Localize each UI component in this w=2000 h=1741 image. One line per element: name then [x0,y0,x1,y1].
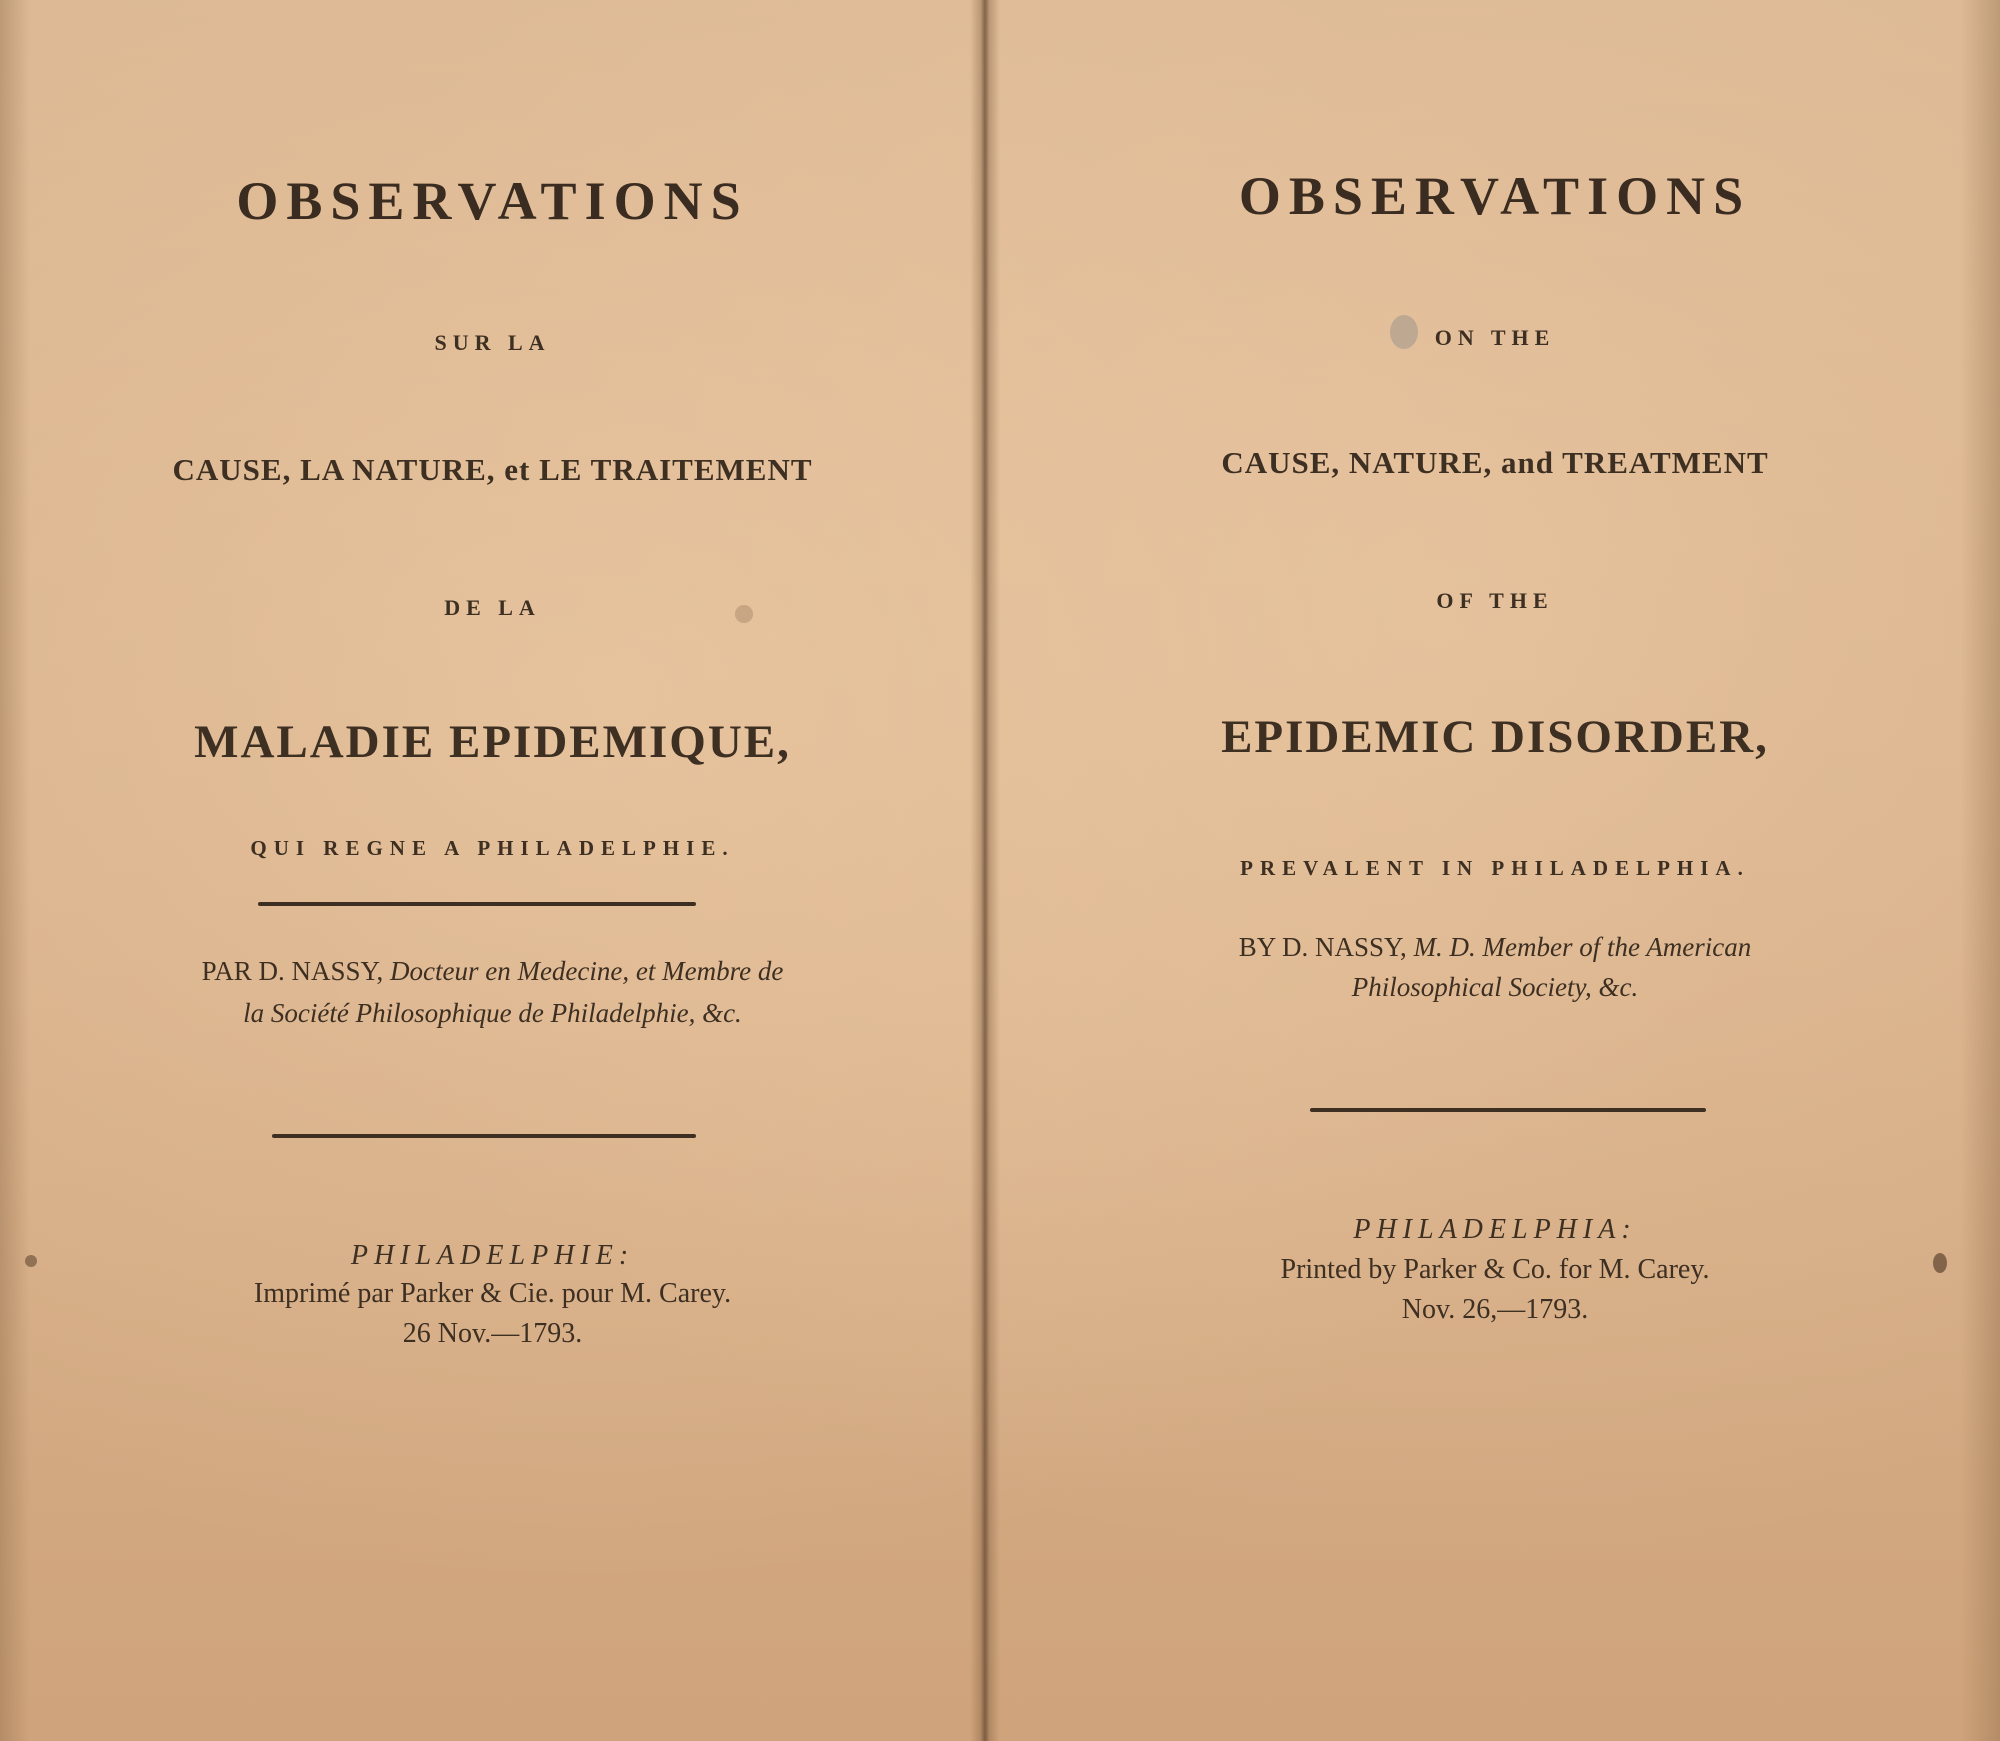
right-byline-1 [990,932,2000,963]
right-line-epidemic: EPIDEMIC DISORDER, [1221,711,1769,763]
left-imprint-city: PHILADELPHIE: [350,1240,635,1271]
left-byline-lead: PAR D. NASSY, [201,956,384,986]
right-byline-rest-2: Philosophical Society, &c. [1351,972,1639,1002]
left-line-maladie: MALADIE EPIDEMIQUE, [194,716,791,768]
left-title-page [0,0,985,1741]
left-title: OBSERVATIONS [236,171,749,231]
right-rule [1310,1108,1706,1112]
left-line-qui-regne: QUI REGNE A PHILADELPHIE. [250,836,735,860]
left-byline-2 [0,998,985,1029]
left-imprint-printer: Imprimé par Parker & Cie. pour M. Carey. [253,1278,732,1309]
right-imprint-city: PHILADELPHIA: [1353,1214,1637,1245]
left-line-de-la: DE LA [444,595,541,620]
foxing-spot [1933,1253,1947,1273]
right-line-of-the: OF THE [1436,588,1554,613]
left-line-sur-la: SUR LA [434,330,551,355]
right-imprint-date: Nov. 26,—1793. [1401,1294,1589,1325]
left-line-cause: CAUSE, LA NATURE, et LE TRAITEMENT [172,452,813,487]
right-byline-2 [990,972,2000,1003]
left-imprint-date: 26 Nov.—1793. [402,1318,583,1349]
ink-stain-spot [1390,315,1418,349]
right-title-page [990,0,2000,1741]
right-line-prevalent: PREVALENT IN PHILADELPHIA. [1240,856,1750,880]
left-rule-top [258,902,696,906]
left-byline-rest-2: la Société Philosophique de Philadelphie, &c. [243,998,742,1028]
right-byline-rest-1: M. D. Member of the American [1413,932,1752,962]
foxing-spot [735,605,753,623]
right-title: OBSERVATIONS [1238,166,1752,226]
right-byline-lead: BY D. NASSY, [1238,932,1407,962]
right-line-on-the: ON THE [1434,325,1556,350]
right-imprint-printer: Printed by Parker & Co. for M. Carey. [1280,1254,1710,1285]
left-byline-rest-1: Docteur en Medecine, et Membre de [390,956,784,986]
left-byline-1 [0,956,985,987]
right-line-cause: CAUSE, NATURE, and TREATMENT [1221,445,1769,480]
left-rule-bottom [272,1134,696,1138]
foxing-spot [25,1255,37,1267]
